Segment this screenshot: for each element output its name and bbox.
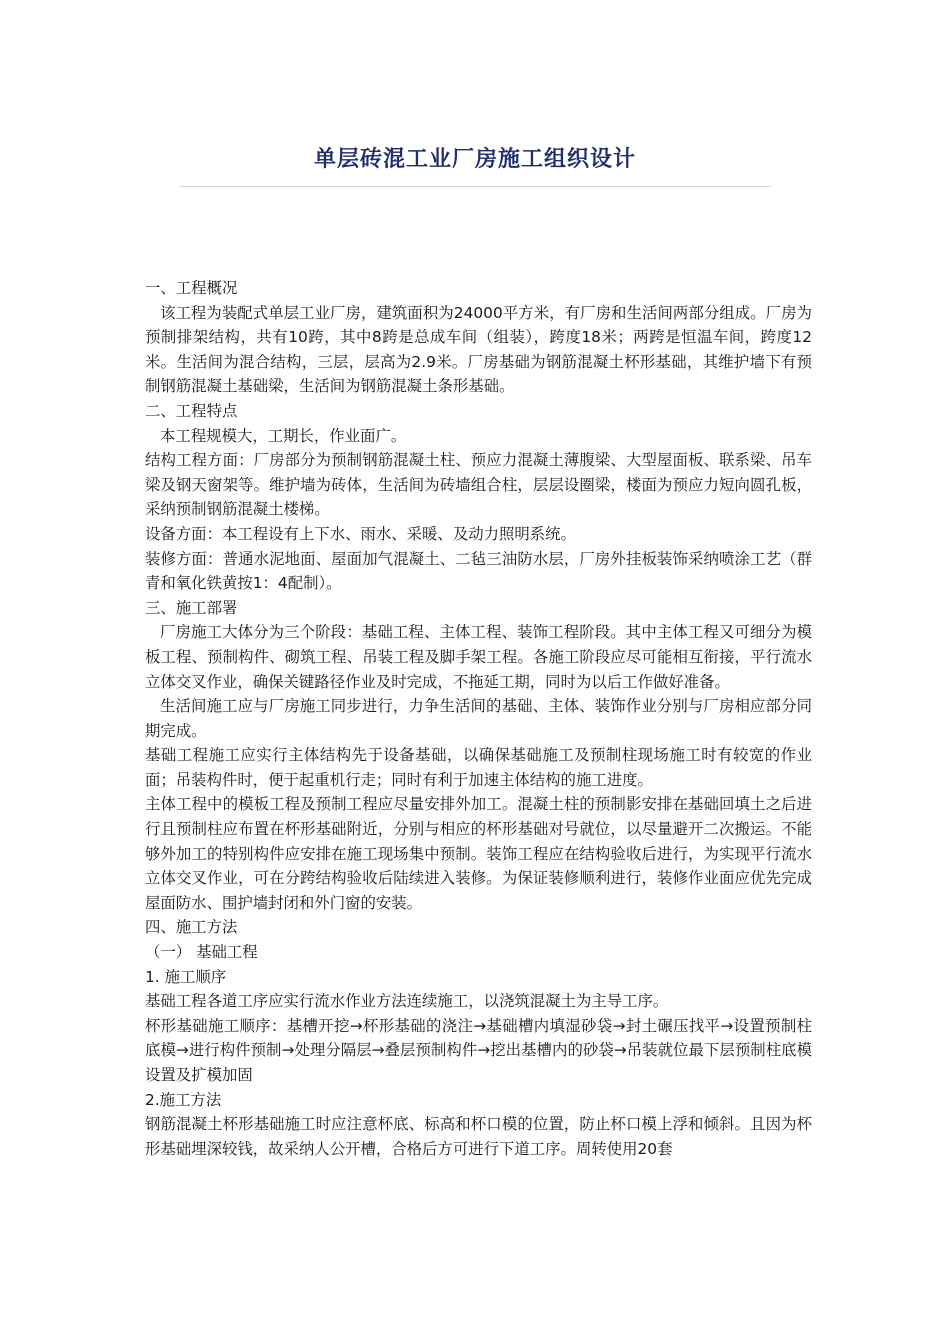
subsection-heading: （一） 基础工程 <box>145 943 258 962</box>
paragraph: 基础工程各道工序应实行流水作业方法连续施工，以浇筑混凝土为主导工序。 <box>145 992 669 1011</box>
paragraph: 生活间施工应与厂房施工同步进行，力争生活间的基础、主体、装饰作业分别与厂房相应部分同期完成。 <box>145 697 812 740</box>
paragraph: 本工程规模大，工期长，作业面广。 <box>160 426 407 445</box>
paragraph: 结构工程方面：厂房部分为预制钢筋混凝土柱、预应力混凝土薄腹梁、大型屋面板、联系梁、吊车梁及钢天窗架等。维护墙为砖体，生活间为砖墙组合柱，层层设圈梁，楼面为预应力短向圆孔板，采纳预制钢筋混凝土楼梯。 <box>145 451 812 519</box>
subsection-heading: 2.施工方法 <box>145 1090 222 1109</box>
paragraph: 厂房施工大体分为三个阶段：基础工程、主体工程、装饰工程阶段。其中主体工程又可细分为模板工程、预制构件、砌筑工程、吊装工程及脚手架工程。各施工阶段应尽可能相互衔接，平行流水立体交叉作业，确保关键路径作业及时完成，不拖延工期，同时为以后工作做好准备。 <box>145 623 812 691</box>
paragraph: 该工程为装配式单层工业厂房，建筑面积为24000平方米，有厂房和生活间两部分组成。厂房为预制排架结构，共有10跨，其中8跨是总成车间（组装），跨度18米；两跨是恒温车间，跨度12米。生活间为混合结构，三层，层高为2.9米。厂房基础为钢筋混凝土杯形基础，其维护墙下有预制钢筋混凝土基础梁，生活间为钢筋混凝土条形基础。 <box>145 303 812 396</box>
paragraph: 杯形基础施工顺序：基槽开挖→杯形基础的浇注→基础槽内填湿砂袋→封土碾压找平→设置预制柱底模→进行构件预制→处理分隔层→叠层预制构件→挖出基槽内的砂袋→吊装就位最下层预制柱底模设置及扩模加固 <box>145 1016 812 1084</box>
section-heading: 四、施工方法 <box>145 918 238 937</box>
subsection-heading: 1. 施工顺序 <box>145 967 227 986</box>
paragraph: 基础工程施工应实行主体结构先于设备基础，以确保基础施工及预制柱现场施工时有较宽的作业面；吊装构件时，便于起重机行走；同时有利于加速主体结构的施工进度。 <box>145 746 812 789</box>
document-body <box>145 276 812 1161</box>
paragraph: 主体工程中的模板工程及预制工程应尽量安排外加工。混凝土柱的预制影安排在基础回填土之后进行且预制柱应布置在杯形基础附近，分别与相应的杯形基础对号就位，以尽量避开二次搬运。不能够外加工的特别构件应安排在施工现场集中预制。装饰工程应在结构验收后进行，为实现平行流水立体交叉作业，可在分跨结构验收后陆续进入装修。为保证装修顺利进行，装修作业面应优先完成屋面防水、围护墙封闭和外门窗的安装。 <box>145 795 812 912</box>
section-heading: 一、工程概况 <box>145 279 238 297</box>
paragraph: 装修方面：普通水泥地面、屋面加气混凝土、二毡三油防水层，厂房外挂板装饰采纳喷涂工艺（群青和氧化铁黄按1：4配制）。 <box>145 549 812 593</box>
paragraph: 钢筋混凝土杯形基础施工时应注意杯底、标高和杯口模的位置，防止杯口模上浮和倾斜。且因为杯形基础埋深较钱，故采纳人公开槽，合格后方可进行下道工序。周转使用20套 <box>145 1115 812 1158</box>
paragraph: 设备方面：本工程设有上下水、雨水、采暖、及动力照明系统。 <box>145 524 576 543</box>
section-heading: 二、工程特点 <box>145 401 238 420</box>
section-heading: 三、施工部署 <box>145 598 238 617</box>
title-divider <box>180 186 771 187</box>
document-title: 单层砖混工业厂房施工组织设计 <box>313 146 636 172</box>
